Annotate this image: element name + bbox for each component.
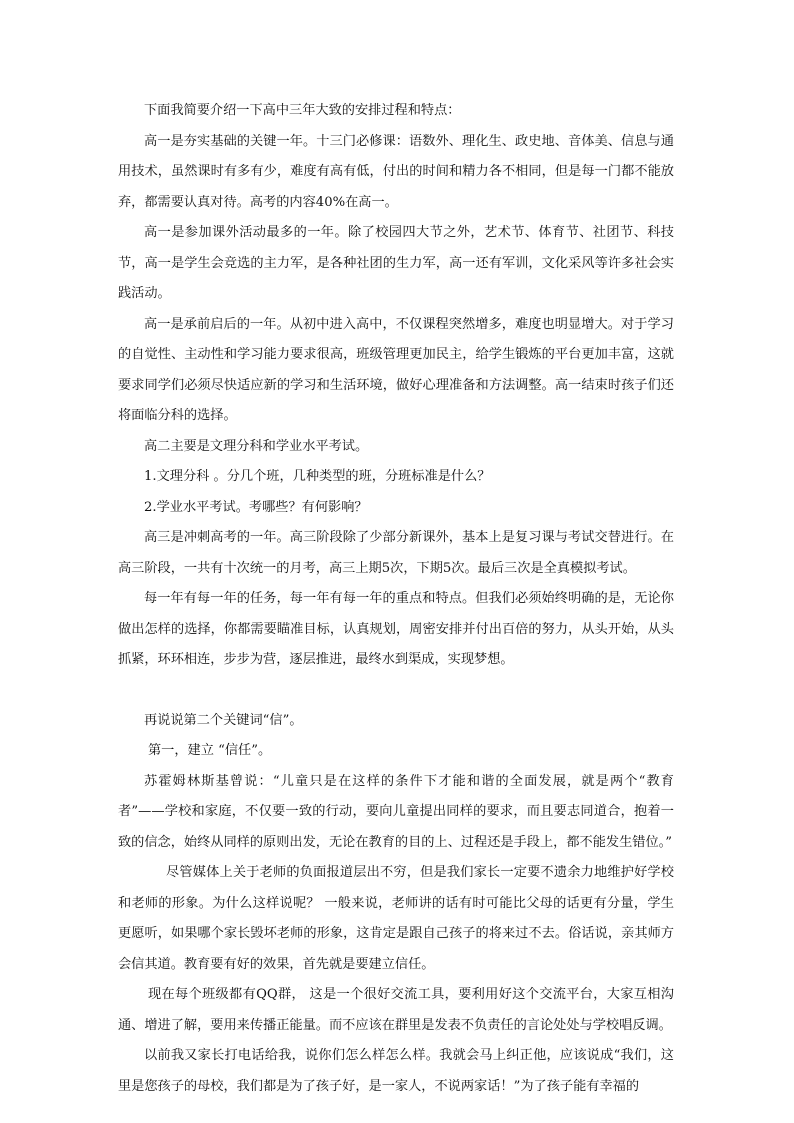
trust-subheading: 第一，建立 “信任”。 <box>148 743 272 758</box>
senior-two-paragraph: 高二主要是文理分科和学业水平考试。 <box>144 438 369 454</box>
sukhomlinsky-quote-paragraph: 苏霍姆林斯基曾说：“儿童只是在这样的条件下才能和谐的全面发展，就是两个“教育者”——学校和家庭，不仅要一致的行动，要向儿童提出同样的要求，而且要志同道合，抱着一致的信念，始终从同样的原则出发，无论在教育的目的上、过程还是手段上，都不能发生错位。” <box>118 773 674 850</box>
senior-one-activities-paragraph: 高一是参加课外活动最多的一年。除了校园四大节之外，艺术节、体育节、社团节、科技节，高一是学生会竞选的主力军，是各种社团的生力军，高一还有军训，文化采风等许多社会实践活动。 <box>118 225 674 301</box>
intro-paragraph: 下面我简要介绍一下高中三年大致的安排过程和特点： <box>144 103 461 118</box>
senior-one-transition-paragraph: 高一是承前启后的一年。从初中进入高中，不仅课程突然增多，难度也明显增大。对于学习的自觉性、主动性和学习能力要求很高，班级管理更加民主，给学生锻炼的平台更加丰富，这就要求同学们必须尽快适应新的学习和生活环境，做好心理准备和方法调整。高一结束时孩子们还将面临分科的选择。 <box>118 316 674 423</box>
qq-group-paragraph: 现在每个班级都有QQ群， 这是一个很好交流工具，要利用好这个交流平台，大家互相沟通、增进了解，要用来传播正能量。而不应该在群里是发表不负责任的言论处处与学校唱反调。 <box>118 987 674 1033</box>
list-item-proficiency-exam: 2.学业水平考试。考哪些？有何影响？ <box>144 499 368 515</box>
yearly-goals-paragraph: 每一年有每一年的任务，每一年有每一年的重点和特点。但我们必须始终明确的是，无论你做出怎样的选择，你都需要瞄准目标，认真规划，周密安排并付出百倍的努力，从头开始，从头抓紧，环环相连，步步为营，逐层推进，最终水到渠成，实现梦想。 <box>118 591 674 667</box>
second-keyword-heading: 再说说第二个关键词“信”。 <box>144 712 303 728</box>
senior-three-paragraph: 高三是冲刺高考的一年。高三阶段除了少部分新课外，基本上是复习课与考试交替进行。在高三阶段，一共有十次统一的月考，高三上期5次，下期5次。最后三次是全真模拟考试。 <box>118 530 674 576</box>
document-body <box>118 96 674 1102</box>
teacher-image-paragraph: 尽管媒体上关于老师的负面报道层出不穷，但是我们家长一定要不遗余力地维护好学校和老师的形象。为什么这样说呢？ 一般来说，老师讲的话有时可能比父母的话更有分量，学生更愿听，如果哪个家长毁坏老师的形象，这肯定是跟自己孩子的将来过不去。俗话说，亲其师方会信其道。教育要有好的效果，首先就是要建立信任。 <box>118 865 674 972</box>
paragraph-spacer <box>118 676 674 706</box>
list-item-subject-split: 1.文理分科 。分几个班，几种类型的班，分班标准是什么？ <box>144 469 491 484</box>
senior-one-foundation-paragraph: 高一是夯实基础的关键一年。十三门必修课：语数外、理化生、政史地、音体美、信息与通用技术，虽然课时有多有少，难度有高有低，付出的时间和精力各不相同，但是每一门都不能放弃，都需要认真对待。高考的内容40%在高一。 <box>118 133 674 210</box>
parent-call-paragraph: 以前我又家长打电话给我，说你们怎么样怎么样。我就会马上纠正他，应该说成“我们，这里是您孩子的母校，我们都是为了孩子好，是一家人，不说两家话！”为了孩子能有幸福的 <box>118 1048 674 1094</box>
